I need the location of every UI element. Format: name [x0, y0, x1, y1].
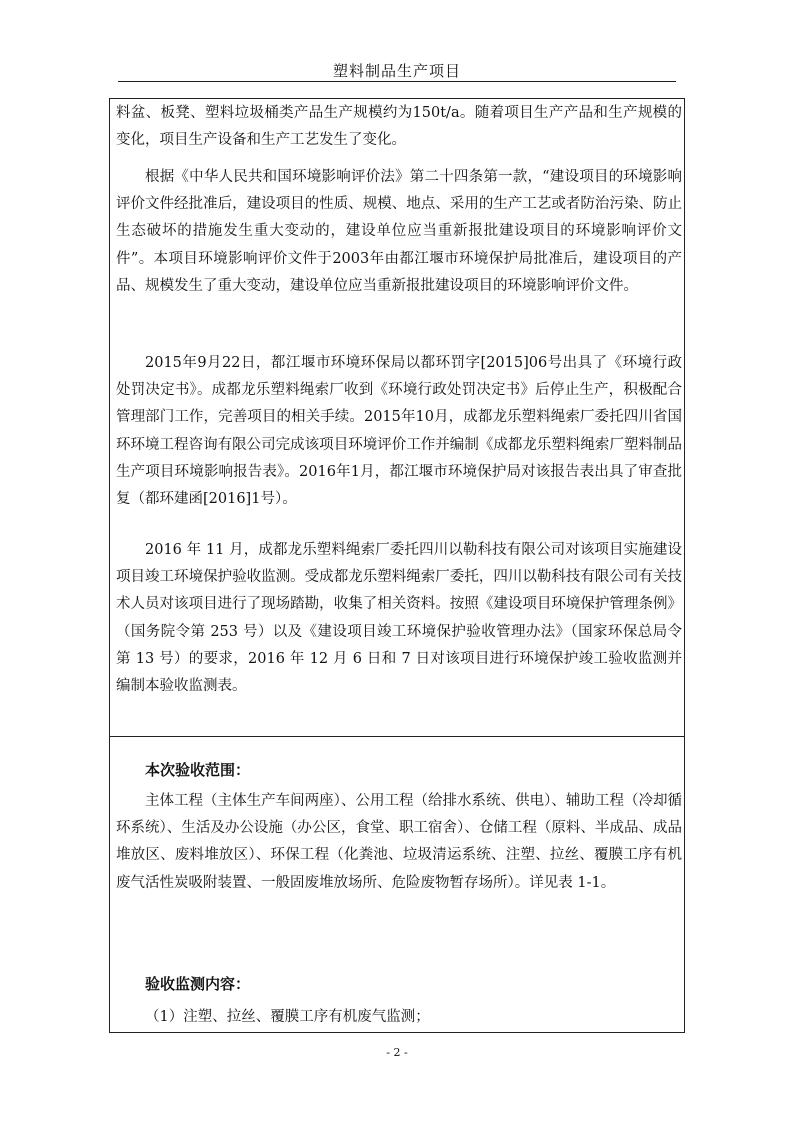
paragraph-monitoring-commission: 2016 年 11 月，成都龙乐塑料绳索厂委托四川以勒科技有限公司对该项目实施建设项目竣工环境保护验收监测。受成都龙乐塑料绳索厂委托，四川以勒科技有限公司有关技术人员对该项目进行了现场踏勘，收集了相关资料。按照《建设项目环境保护管理条例》（国务院令第 253 号）以及《建设项目竣工环境保护验收管理办法》（国家环保总局令第 13 号）的要求，2016 年 12 月 6 日和 7 日对该项目进行环境保护竣工验收监测并编制本验收监测表。: [116, 542, 682, 695]
page-number: - 2 -: [386, 1046, 408, 1059]
section-heading-monitoring-content: 验收监测内容：: [145, 975, 251, 993]
paragraph-eia-law: 根据《中华人民共和国环境影响评价法》第二十四条第一款，“建设项目的环境影响评价文件经批准后，建设项目的性质、规模、地点、采用的生产工艺或者防治污染、防止生态破坏的措施发生重大变动的，建设单位应当重新报批建设项目的环境影响评价文件”。本项目环境影响评价文件于2003年由都江堰市环境保护局批准后，建设项目的产品、规模发生了重大变动，建设单位应当重新报批建设项目的环境影响评价文件。: [116, 169, 682, 294]
table-row-divider: [109, 736, 685, 737]
paragraph-acceptance-scope: 主体工程（主体生产车间两座）、公用工程（给排水系统、供电）、辅助工程（冷却循环系统）、生活及办公设施（办公区，食堂、职工宿舍）、仓储工程（原料、半成品、成品堆放区、废料堆放区）、环保工程（化粪池、垃圾清运系统、注塑、拉丝、覆膜工序有机废气活性炭吸附装置、一般固废堆放场所、危险废物暂存场所）。详见表 1-1。: [116, 793, 682, 891]
paragraph-background-continuation: 料盆、板凳、塑料垃圾桶类产品生产规模约为150t/a。随着项目生产产品和生产规模的变化，项目生产设备和生产工艺发生了变化。: [116, 105, 682, 149]
list-item-monitoring-1: （1）注塑、拉丝、覆膜工序有机废气监测；: [145, 1009, 430, 1025]
page-header-title: 塑料制品生产项目: [332, 62, 461, 80]
header-rule: [118, 81, 676, 82]
section-heading-acceptance-scope: 本次验收范围：: [145, 761, 251, 779]
paragraph-penalty-history: 2015年9月22日，都江堰市环境环保局以都环罚字[2015]06号出具了《环境行政处罚决定书》。成都龙乐塑料绳索厂收到《环境行政处罚决定书》后停止生产，积极配合管理部门工作，完善项目的相关手续。2015年10月，成都龙乐塑料绳索厂委托四川省国环环境工程咨询有限公司完成该项目环境评价工作并编制《成都龙乐塑料绳索厂塑料制品生产项目环境影响报告表》。2016年1月，都江堰市环境保护局对该报告表出具了审查批复（都环建函[2016]1号）。: [116, 355, 682, 508]
